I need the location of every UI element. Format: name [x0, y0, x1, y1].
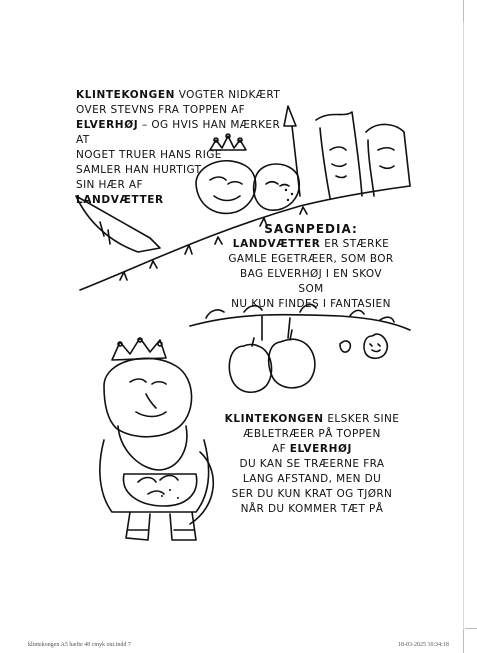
king-body: [100, 440, 209, 512]
keyword-elverhoj: ELVERHØJ: [289, 443, 352, 455]
oak-spirit-1: [316, 112, 362, 198]
apple-tree-text-block: KLINTEKONGEN ELSKER SINE ÆBLETRÆER PÅ TOPPEN AF ELVERHØJ DU KAN SE TRÆERNE FRA LANG AFSTAND, MEN DU SER DU KUN KRAT OG TJØRN NÅR DU KOMMER TÆT PÅ: [224, 413, 400, 515]
keyword-landvaetter: LANDVÆTTER: [76, 194, 164, 206]
sagnpedia-text-block: SAGNPEDIA: LANDVÆTTER ER STÆRKE GAMLE EGETRÆER, SOM BOR BAG ELVERHØJ I EN SKOV SOM NU KUN FINDES I FANTASIEN: [226, 222, 396, 312]
apple-left: [229, 345, 271, 393]
king-cape-sword: [190, 452, 213, 524]
apple-basket: [123, 474, 196, 506]
apple-branch: [190, 315, 410, 330]
print-slug-filename: klintekongen A5 hæfte 48 cmyk out.indd 7: [28, 642, 131, 648]
apple-right: [269, 339, 315, 388]
keyword-klintekongen: KLINTEKONGEN: [224, 413, 324, 425]
print-slug-timestamp: 18-03-2025 10:34:18: [398, 642, 449, 648]
apple-small: [364, 334, 387, 358]
intro-text-block: KLINTEKONGEN VOGTER NIDKÆRT OVER STEVNS FRA TOPPEN AF ELVERHØJ – OG HVIS HAN MÆRKER AT NOGET TRUER HANS RIGE SAMLER HAN HURTIGT SIN HÆR AF LANDVÆTTER: [76, 89, 281, 206]
oak-spirit-2: [366, 124, 410, 196]
sagnpedia-title: SAGNPEDIA:: [264, 222, 358, 236]
keyword-elverhoj: ELVERHØJ: [76, 119, 139, 131]
keyword-landvaetter: LANDVÆTTER: [232, 238, 321, 250]
king-beard: [118, 426, 187, 470]
leaf-falling: [340, 341, 350, 352]
king-legs: [126, 512, 196, 540]
keyword-klintekongen: KLINTEKONGEN: [76, 89, 176, 101]
